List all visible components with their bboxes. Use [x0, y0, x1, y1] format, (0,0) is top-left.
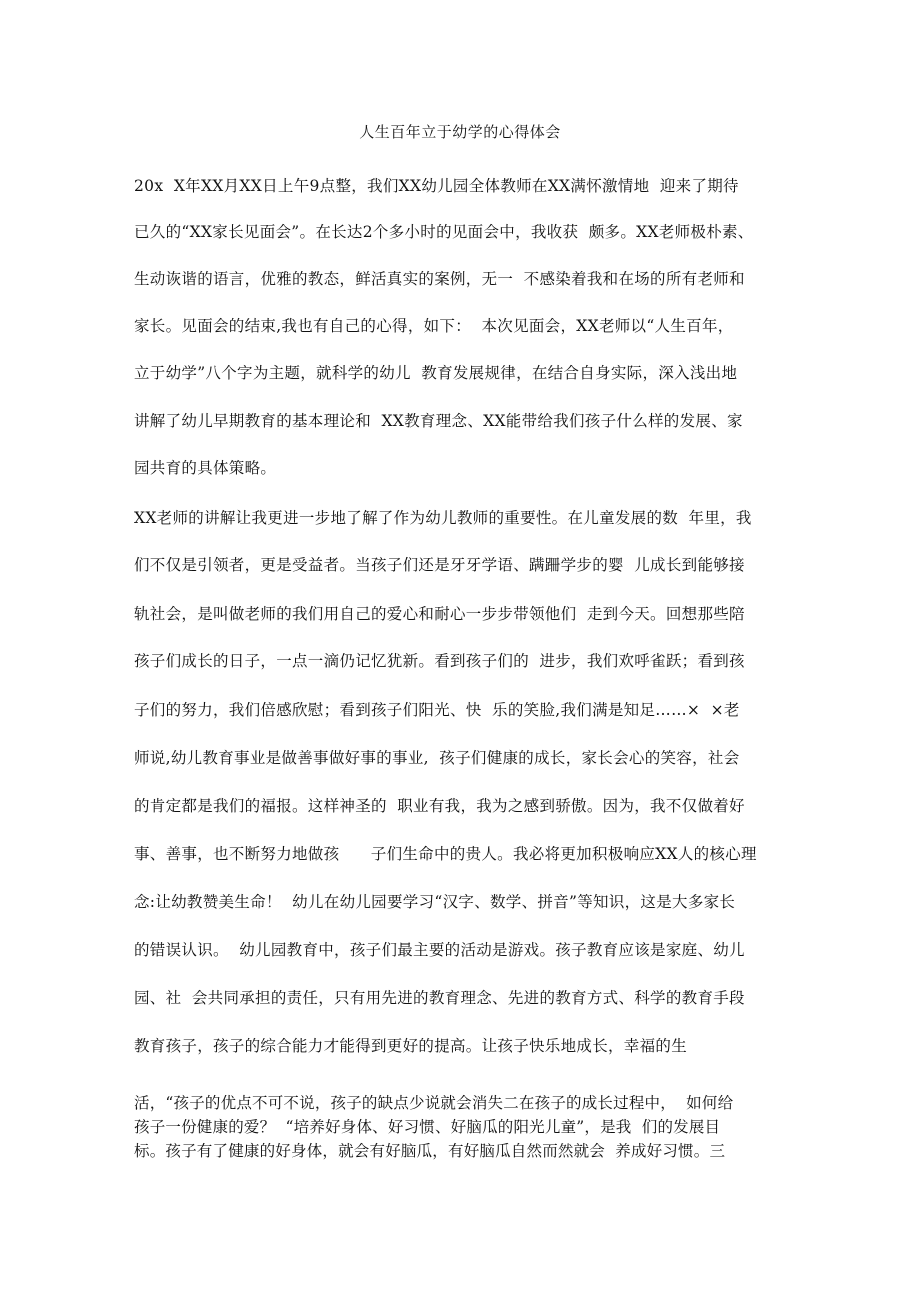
body-line: 念:让幼教赞美生命！ 幼儿在幼儿园要学习“汉字、数学、拼音”等知识，这是大多家长 [134, 893, 736, 911]
body-line: 孩子们成长的日子，一点一滴仍记忆犹新。看到孩子们的 进步，我们欢呼雀跃；看到孩 [134, 652, 745, 670]
body-line: 生动诙谐的语言，优雅的教态，鲜活真实的案例，无一 不感染着我和在场的所有老师和 [134, 270, 745, 288]
body-line: 教育孩子，孩子的综合能力才能得到更好的提高。让孩子快乐地成长，幸福的生 [134, 1037, 688, 1055]
body-line: 家长。见面会的结束,我也有自己的心得，如下： 本次见面会，XX老师以“人生百年， [134, 317, 734, 335]
body-line: 园共育的具体策略。 [134, 459, 277, 477]
body-line: 标。孩子有了健康的好身体，就会有好脑瓜，有好脑瓜自然而然就会 养成好习惯。三 [134, 1142, 726, 1160]
body-line: 20x X年XX月XX日上午9点整，我们XX幼儿园全体教师在XX满怀激情地 迎来了期待 [134, 177, 739, 195]
body-line: XX老师的讲解让我更进一步地了解了作为幼儿教师的重要性。在儿童发展的数 年里，我 [134, 509, 752, 527]
body-line: 事、善事，也不断努力地做孩 子们生命中的贵人。我必将更加积极响应XX人的核心理 [134, 845, 757, 863]
document-title: 人生百年立于幼学的心得体会 [359, 123, 561, 141]
body-line: 的肯定都是我们的福报。这样神圣的 职业有我，我为之感到骄傲。因为，我不仅做着好 [134, 797, 745, 815]
body-line: 讲解了幼儿早期教育的基本理论和 XX教育理念、XX能带给我们孩子什么样的发展、家 [134, 412, 743, 430]
body-line: 活，“孩子的优点不可不说，孩子的缺点少说就会消失二在孩子的成长过程中， 如何给 [134, 1094, 734, 1112]
body-line: 们不仅是引领者，更是受益者。当孩子们还是牙牙学语、蹒跚学步的婴 儿成长到能够接 [134, 556, 745, 574]
body-line: 师说,幼儿教育事业是做善事做好事的事业, 孩子们健康的成长，家长会心的笑容，社会 [134, 749, 740, 767]
body-line: 孩子一份健康的爱？ “培养好身体、好习惯、好脑瓜的阳光儿童”，是我 们的发展目 [134, 1118, 721, 1136]
body-line: 立于幼学”八个字为主题，就科学的幼儿 教育发展规律，在结合自身实际，深入浅出地 [134, 364, 738, 382]
body-line: 园、社 会共同承担的责任，只有用先进的教育理念、先进的教育方式、科学的教育手段 [134, 989, 745, 1007]
body-line: 轨社会，是叫做老师的我们用自己的爱心和耐心一步步带领他们 走到今天。回想那些陪 [134, 605, 745, 623]
body-line: 子们的努力，我们倍感欣慰；看到孩子们阳光、快 乐的笑脸,我们满是知足……× ×老 [134, 701, 740, 719]
body-line: 的错误认识。 幼儿园教育中，孩子们最主要的活动是游戏。孩子教育应该是家庭、幼儿 [134, 941, 745, 959]
body-line: 已久的“XX家长见面会”。在长达2个多小时的见面会中，我收获 颇多。XX老师极朴素、 [134, 223, 754, 241]
